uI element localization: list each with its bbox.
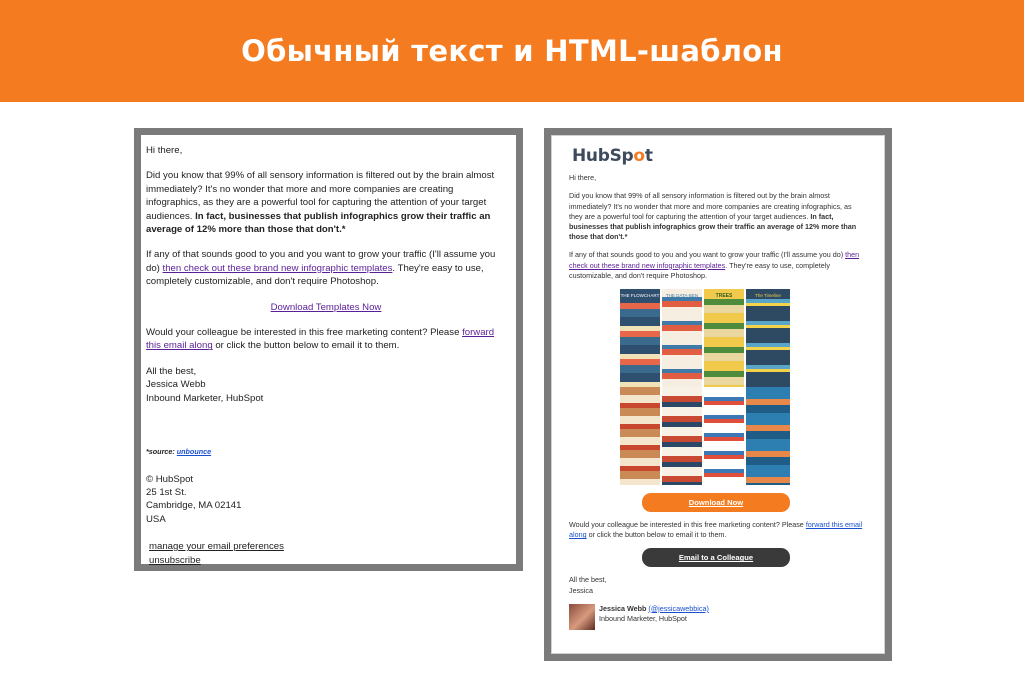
address-line: USA [146,513,166,525]
infographic-flowchart-thumbnail: THE FLOWCHART [620,289,660,387]
offer-text: If any of that sounds good to you and you want to grow your traffic (I'll assume you do) [146,249,496,274]
infographic-collage-image [620,289,790,485]
signature-name: Jessica Webb [146,379,206,391]
forward-text-end: or click the button below to email it to them. [588,530,727,540]
forward-text: Would your colleague be interested in this free marketing content? Please [146,327,460,339]
forward-email-link[interactable]: forward this email along [569,520,863,540]
signoff: All the best, [146,365,197,377]
signoff: All the best, [569,575,607,585]
intro-bold-text: In fact, businesses that publish infographics grow their traffic an average of 12% more than those that don't.* [146,210,491,236]
download-templates-link[interactable]: Download Templates Now [270,301,382,313]
infographic-thumbnail [620,387,660,485]
signature-title: Inbound Marketer, HubSpot [599,614,687,624]
twitter-handle-link[interactable]: (@jessicawebbica) [648,603,709,613]
banner-title: Обычный текст и HTML-шаблон [241,34,783,68]
source-link[interactable]: unbounce [176,447,212,457]
address-block [146,473,506,527]
intro-text: Did you know that 99% of all sensory information is filtered out by the brain almost immediately? It's no wonder that more and more companies are creating infographics, as they are a powerful tool for capturing the attention of your target audiences. [146,170,495,222]
download-row [146,301,506,314]
paragraph-forward [146,326,506,353]
infographic-trees-thumbnail: TREES [704,289,744,387]
infographic-timeline-thumbnail: The Timeline [746,289,790,387]
footer-links [146,540,506,568]
address-line: Cambridge, MA 02141 [146,500,242,512]
manage-preferences-link[interactable]: manage your email preferences [149,541,284,553]
hubspot-logo: HubSpot [572,146,653,166]
plain-text-email-preview [134,128,523,571]
signoff-first-name: Jessica [569,585,593,595]
intro-text: Did you know that 99% of all sensory information is filtered out by the brain almost immediately? It's no wonder that more and more companies are creating infographics, as they are a powerful tool for capturing the attention of your target audiences. [569,191,852,221]
forward-text-end: or click the button below to email it to them. [215,340,400,352]
greeting: Hi there, [146,145,183,156]
unsubscribe-link[interactable]: unsubscribe [149,555,201,567]
infographic-thumbnail [662,387,702,485]
forward-text: Would your colleague be interested in this free marketing content? Please [569,520,804,530]
offer-text-end: . They're easy to use, completely customizable, and don't require Photoshop. [569,260,830,280]
source-label: *source: [146,447,175,457]
avatar [569,604,595,630]
html-email-preview [544,128,892,661]
intro-bold-text: In fact, businesses that publish infographics grow their traffic an average of 12% more than those that don't.* [569,211,857,242]
infographic-thumbnail [704,387,744,485]
plain-email-body [146,144,506,568]
address-line: © HubSpot [146,473,194,485]
signature-name: Jessica Webb [599,603,647,613]
signature [569,604,863,630]
offer-text-end: . They're easy to use, completely customizable, and don't require Photoshop. [146,262,484,288]
forward-email-link[interactable]: forward this email along [146,327,495,352]
signature [146,365,506,405]
infographic-thumbnail [746,387,790,485]
templates-link[interactable]: then check out these brand new infographic templates [569,250,860,270]
address-line: 25 1st St. [146,486,187,498]
html-email-body [569,146,863,630]
infographic-data-thumbnail: THE DATA-BEN [662,289,702,387]
paragraph-offer [569,250,863,281]
paragraph-offer [146,248,506,288]
signature-title: Inbound Marketer, HubSpot [146,392,264,404]
signoff-block [569,575,863,595]
email-colleague-button[interactable]: Email to a Colleague [642,548,790,567]
header-banner [0,0,1024,102]
greeting: Hi there, [569,173,597,183]
offer-text: If any of that sounds good to you and you want to grow your traffic (I'll assume you do) [569,250,844,260]
source-note [146,445,506,458]
paragraph-intro [569,191,863,242]
templates-link[interactable]: then check out these brand new infographic templates [162,262,393,274]
download-now-button[interactable]: Download Now [642,493,790,512]
paragraph-intro [146,169,506,236]
paragraph-forward [569,520,863,540]
